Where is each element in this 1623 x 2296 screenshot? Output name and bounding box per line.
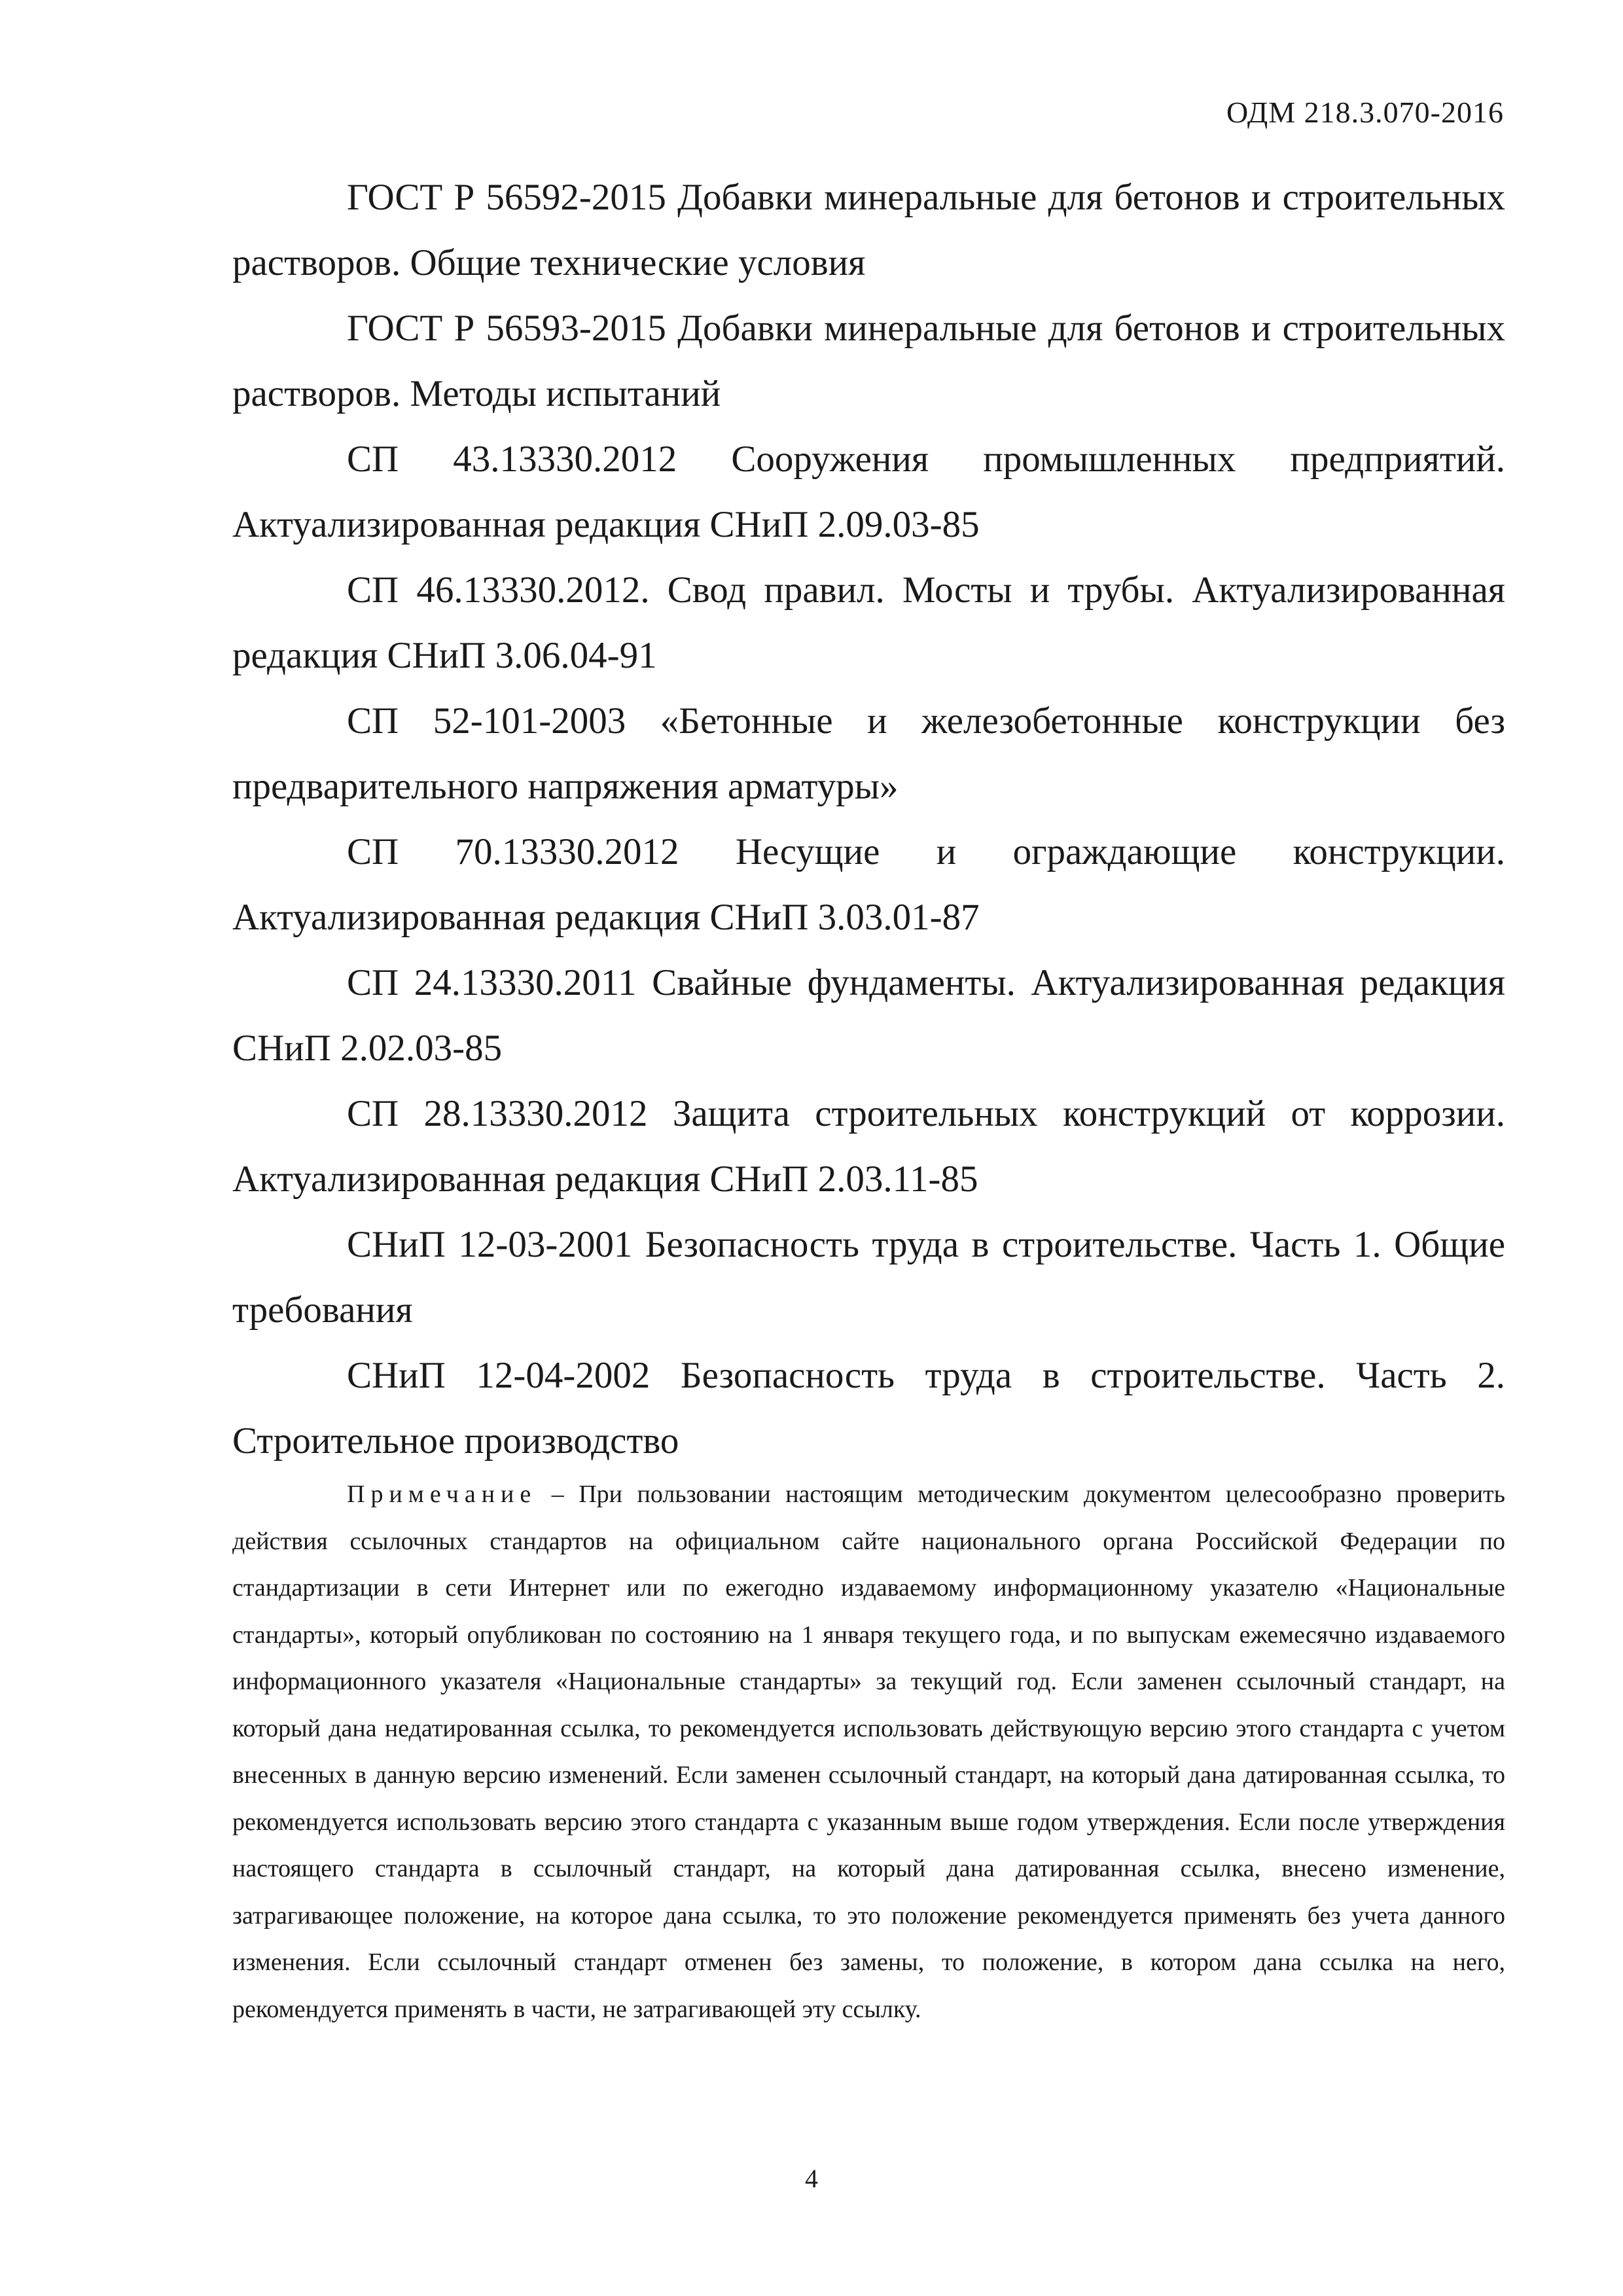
note-label: Примечание <box>347 1480 537 1508</box>
reference-item: СП 70.13330.2012 Несущие и ограждающие конструкции. Актуализированная редакция СНиП 3.03.01-87 <box>232 831 1505 938</box>
reference-item: СП 24.13330.2011 Свайные фундаменты. Актуализированная редакция СНиП 2.02.03-85 <box>232 962 1505 1069</box>
reference-item: СНиП 12-04-2002 Безопасность труда в строительстве. Часть 2. Строительное производство <box>232 1355 1505 1462</box>
reference-item: СП 43.13330.2012 Сооружения промышленных предприятий. Актуализированная редакция СНиП 2.09.03-85 <box>232 439 1505 545</box>
note-paragraph <box>232 1471 1505 2033</box>
references-list <box>232 165 1505 1474</box>
reference-item: СНиП 12-03-2001 Безопасность труда в строительстве. Часть 1. Общие требования <box>232 1224 1505 1331</box>
reference-item: ГОСТ Р 56592-2015 Добавки минеральные для бетонов и строительных растворов. Общие технические условия <box>232 177 1505 283</box>
reference-item: СП 52-101-2003 «Бетонные и железобетонные конструкции без предварительного напряжения арматуры» <box>232 700 1505 807</box>
page-number: 4 <box>805 2164 818 2193</box>
reference-item: СП 46.13330.2012. Свод правил. Мосты и трубы. Актуализированная редакция СНиП 3.06.04-91 <box>232 569 1505 676</box>
reference-item: СП 28.13330.2012 Защита строительных конструкций от коррозии. Актуализированная редакция СНиП 2.03.11-85 <box>232 1093 1505 1200</box>
reference-item: ГОСТ Р 56593-2015 Добавки минеральные для бетонов и строительных растворов. Методы испытаний <box>232 308 1505 414</box>
document-code: ОДМ 218.3.070-2016 <box>1226 96 1504 129</box>
note-text: – При пользовании настоящим методическим документом целесообразно проверить действия ссылочных стандартов на официальном сайте национального органа Российской Федерации по стандартизации в сети Интернет или по ежегодно издаваемому информационному указателю «Национальные стандарты», который опубликован по состоянию на 1 января текущего года, и по выпускам ежемесячно издаваемого информационного указателя «Национальные стандарты» за текущий год. Если заменен ссылочный стандарт, на который дана недатированная ссылка, то рекомендуется использовать действующую версию этого стандарта с учетом внесенных в данную версию изменений. Если заменен ссылочный стандарт, на который дана датированная ссылка, то рекомендуется использовать версию этого стандарта с указанным выше годом утверждения. Если после утверждения настоящего стандарта в ссылочный стандарт, на который дана датированная ссылка, внесено изменение, затрагивающее положение, на которое дана ссылка, то это положение рекомендуется применять без учета данного изменения. Если ссылочный стандарт отменен без замены, то положение, в котором дана ссылка на него, рекомендуется применять в части, не затрагивающей эту ссылку. <box>232 1480 1505 2023</box>
